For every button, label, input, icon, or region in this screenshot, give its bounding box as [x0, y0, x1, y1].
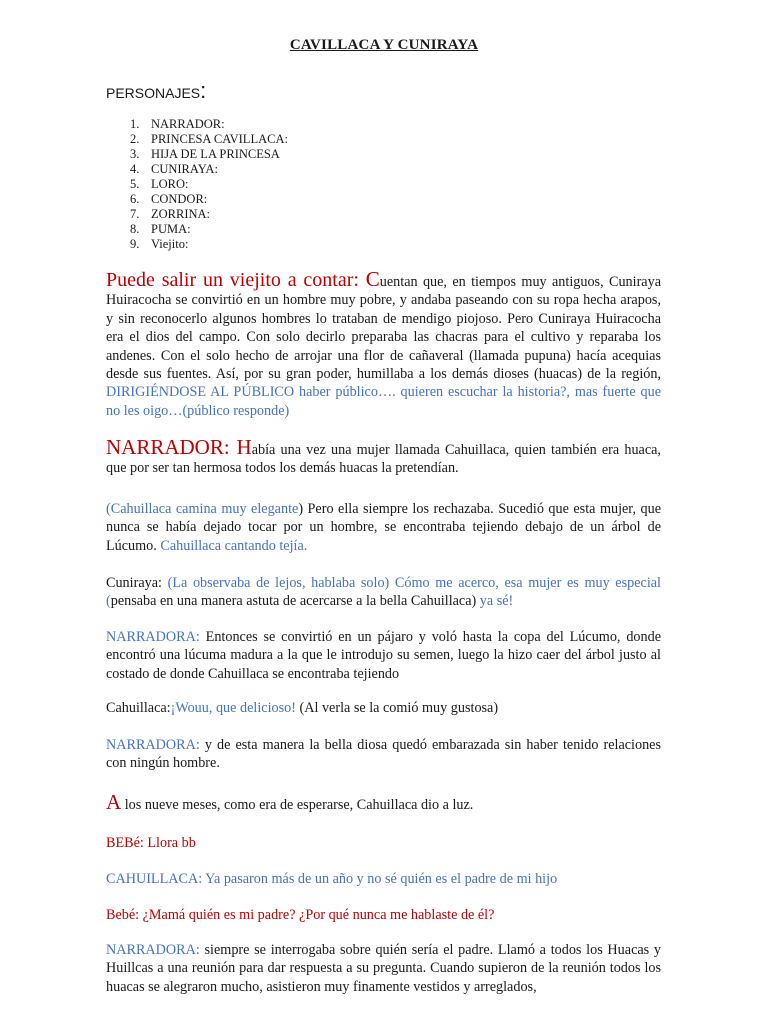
item-number: 1.	[130, 117, 140, 131]
character-name: PUMA:	[151, 222, 191, 236]
audience-aside: DIRIGIÉNDOSE AL PÚBLICO haber público…. quieren escuchar la historia?, mas fuerte que no les oigo…(público responde)	[106, 384, 661, 419]
item-number: 8.	[130, 222, 140, 236]
dialogue: (La observaba de lejos, hablaba solo) Cómo me acerco, esa mujer es muy especial (	[106, 575, 661, 610]
item-number: 6.	[130, 192, 140, 206]
stage-direction: (Cahuillaca camina muy elegante	[106, 501, 299, 517]
character-item	[106, 177, 288, 192]
paragraph-text: uentan que, en tiempos muy antiguos, Cuniraya Huiracocha se convirtió en un hombre muy pobre, y andaba paseando con su ropa hecha arapos, y sin reconocerlo algunos hombres lo trataban de mendigo piojoso. Pero Cuniraya Huiracocha era el dios del campo. Con solo decirlo preparaba las chacras para el cultivo y reparaba los andenes. Con el solo hecho de arrojar una flor de cañaveral (llamada pupuna) hacía acequias desde sus fuentes. Así, por su gran poder, humillaba a los demás dioses (huacas) de la región,	[106, 274, 661, 383]
character-name: PRINCESA CAVILLACA:	[151, 132, 288, 146]
paragraph-narradora-pregnant	[106, 736, 661, 773]
paragraph-birth	[106, 790, 661, 814]
paragraph-narradora-bird	[106, 628, 661, 683]
character-name: NARRADOR:	[151, 117, 225, 131]
character-item	[106, 192, 288, 207]
item-number: 9.	[130, 237, 140, 251]
character-item	[106, 237, 288, 252]
paragraph-text: abía una vez una mujer llamada Cahuillaca, quien también era huaca, que por ser tan hermosa todos los demás huacas la pretendían.	[106, 442, 661, 477]
paragraph-cahuillaca-weaving	[106, 500, 661, 555]
speaker-label: NARRADOR:	[106, 435, 237, 459]
character-name: LORO:	[151, 177, 189, 191]
dialogue: ya sé!	[479, 593, 514, 610]
drop-cap: C	[365, 267, 380, 291]
paragraph-text: los nueve meses, como era de esperarse, Cahuillaca dio a luz.	[121, 797, 474, 813]
characters-heading	[106, 78, 206, 104]
character-name: ZORRINA:	[151, 207, 211, 221]
paragraph-narradora-meeting	[106, 941, 661, 996]
paragraph-text: pensaba en una manera astuta de acercarse a la bella Cahuillaca)	[110, 593, 480, 610]
character-name: CUNIRAYA:	[151, 162, 218, 176]
drop-cap: H	[236, 435, 252, 459]
document-title: CAVILLACA Y CUNIRAYA	[289, 37, 479, 53]
paragraph-text: Entonces se convirtió en un pájaro y voló hasta la copa del Lúcumo, donde encontró una lúcuma madura a la que le introdujo su semen, luego la hizo caer del árbol justo al costado de donde Cahuillaca se encontraba tejiendo	[106, 629, 661, 682]
character-item	[106, 147, 288, 162]
paragraph-narrator	[106, 435, 661, 478]
speaker-label: Cuniraya:	[106, 575, 168, 591]
character-name: Viejito:	[151, 237, 189, 251]
characters-heading-colon: :	[200, 78, 207, 103]
character-item	[106, 222, 288, 237]
character-item	[106, 132, 288, 147]
speaker-label: NARRADORA:	[106, 629, 206, 645]
paragraph-cahuillaca-eats	[106, 699, 661, 717]
paragraph-text: siempre se interrogaba sobre quién sería el padre. Llamó a todos los Huacas y Huillcas a una reunión para dar respuesta a su pregunta. Cuando supieron de la reunión todos los huacas se alegraron mucho, asistieron muy finamente vestidos y arreglados,	[106, 942, 661, 995]
paragraph-text: (Al verla se la comió muy gustosa)	[295, 700, 499, 716]
item-number: 3.	[130, 147, 140, 161]
item-number: 5.	[130, 177, 140, 191]
stage-direction: Puede salir un viejito a contar:	[106, 269, 366, 291]
character-item	[106, 207, 288, 222]
paragraph-text: ) Pero ella siempre los rechazaba. Sucedió que esta mujer, que nunca se había dejado tocar por un hombre, se encontraba tejiendo debajo de un árbol de Lúcumo.	[106, 501, 661, 554]
line-baby-asks: Bebé: ¿Mamá quién es mi padre? ¿Por qué nunca me hablaste de él?	[106, 907, 495, 923]
item-number: 4.	[130, 162, 140, 176]
speaker-label: NARRADORA:	[106, 737, 205, 753]
line-baby-cries: BEBé: Llora bb	[106, 835, 196, 851]
paragraph-intro	[106, 267, 661, 420]
drop-cap: A	[106, 790, 122, 814]
character-list	[106, 117, 288, 252]
stage-direction: Cahuillaca cantando tejía.	[160, 537, 308, 554]
item-number: 7.	[130, 207, 140, 221]
item-number: 2.	[130, 132, 140, 146]
line-cahuillaca-question: CAHUILLACA: Ya pasaron más de un año y no sé quién es el padre de mi hijo	[106, 871, 558, 887]
dialogue: ¡Wouu, que delicioso!	[170, 700, 296, 716]
character-name: HIJA DE LA PRINCESA	[151, 147, 280, 161]
speaker-label: NARRADORA:	[106, 942, 205, 958]
character-item	[106, 162, 288, 177]
characters-heading-label: PERSONAJES	[106, 85, 201, 101]
paragraph-cuniraya	[106, 574, 661, 611]
paragraph-text: y de esta manera la bella diosa quedó embarazada sin haber tenido relaciones con ningún hombre.	[106, 737, 661, 772]
character-name: CONDOR:	[151, 192, 208, 206]
character-item	[106, 117, 288, 132]
speaker-label: Cahuillaca:	[106, 700, 171, 716]
